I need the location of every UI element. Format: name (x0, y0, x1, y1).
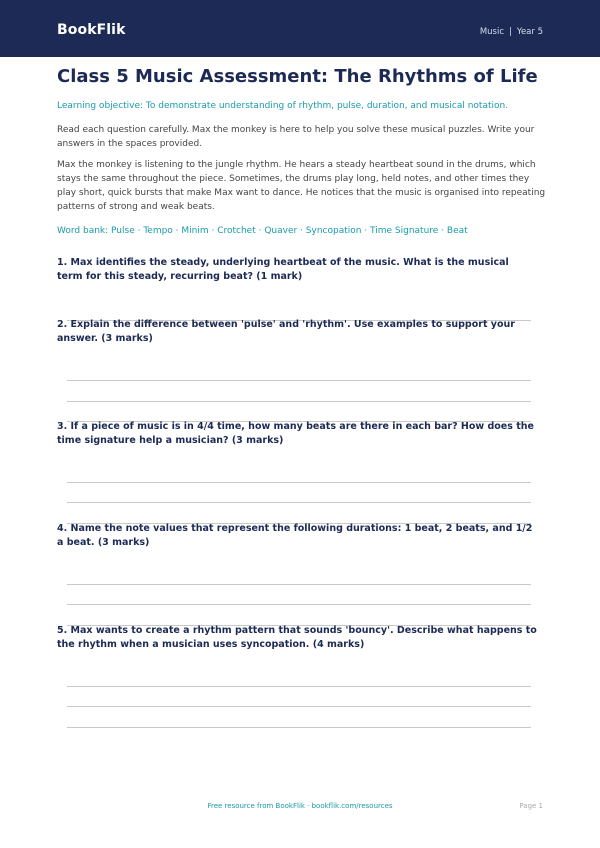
question-2: 2. Explain the difference between 'pulse' and 'rhythm'. Use examples to support your answer. (3 marks) (57, 319, 515, 344)
answer-line[interactable] (67, 482, 531, 483)
answer-line[interactable] (67, 604, 531, 605)
year-label: Year 5 (516, 27, 543, 37)
answer-line[interactable] (67, 686, 531, 687)
question-4: 4. Name the note values that represent the following durations: 1 beat, 2 beats, and 1/2 a beat. (3 marks) (57, 523, 533, 548)
question-5: 5. Max wants to create a rhythm pattern that sounds 'bouncy'. Describe what happens to the rhythm when a musician uses syncopation. (4 marks) (57, 625, 537, 650)
brand-logo: BookFlik (57, 22, 126, 38)
answer-line[interactable] (67, 584, 531, 585)
answer-line[interactable] (67, 706, 531, 707)
page-title: Class 5 Music Assessment: The Rhythms of Life (57, 66, 538, 87)
question-3: 3. If a piece of music is in 4/4 time, how many beats are there in each bar? How does the time signature help a musician? (3 marks) (57, 421, 534, 446)
instructions: Read each question carefully. Max the monkey is here to help you solve these musical puzzles. Write your answers in the spaces provided. (57, 125, 535, 149)
question-1: 1. Max identifies the steady, underlying heartbeat of the music. What is the musical term for this steady, recurring beat? (1 mark) (57, 257, 509, 282)
answer-line[interactable] (67, 380, 531, 381)
learning-objective: Learning objective: To demonstrate understanding of rhythm, pulse, duration, and musical notation. (57, 101, 509, 111)
subject-label: Music (479, 27, 505, 37)
footer-credit[interactable]: Free resource from BookFlik · bookflik.com/resources (207, 802, 393, 810)
answer-line[interactable] (67, 502, 531, 503)
separator: | (509, 27, 512, 37)
answer-line[interactable] (67, 727, 531, 728)
page-header (0, 0, 600, 57)
word-bank: Word bank: Pulse · Tempo · Minim · Crotchet · Quaver · Syncopation · Time Signature · Beat (57, 226, 468, 236)
answer-line[interactable] (67, 401, 531, 402)
subject-year-label (480, 27, 543, 37)
page-number: Page 1 (519, 802, 543, 810)
story-passage: Max the monkey is listening to the jungle rhythm. He hears a steady heartbeat sound in the drums, which stays the same throughout the piece. Sometimes, the drums play long, held notes, and other times they play short, quick bursts that make Max want to dance. He notices that the music is organised into repeating patterns of strong and weak beats. (57, 160, 546, 212)
